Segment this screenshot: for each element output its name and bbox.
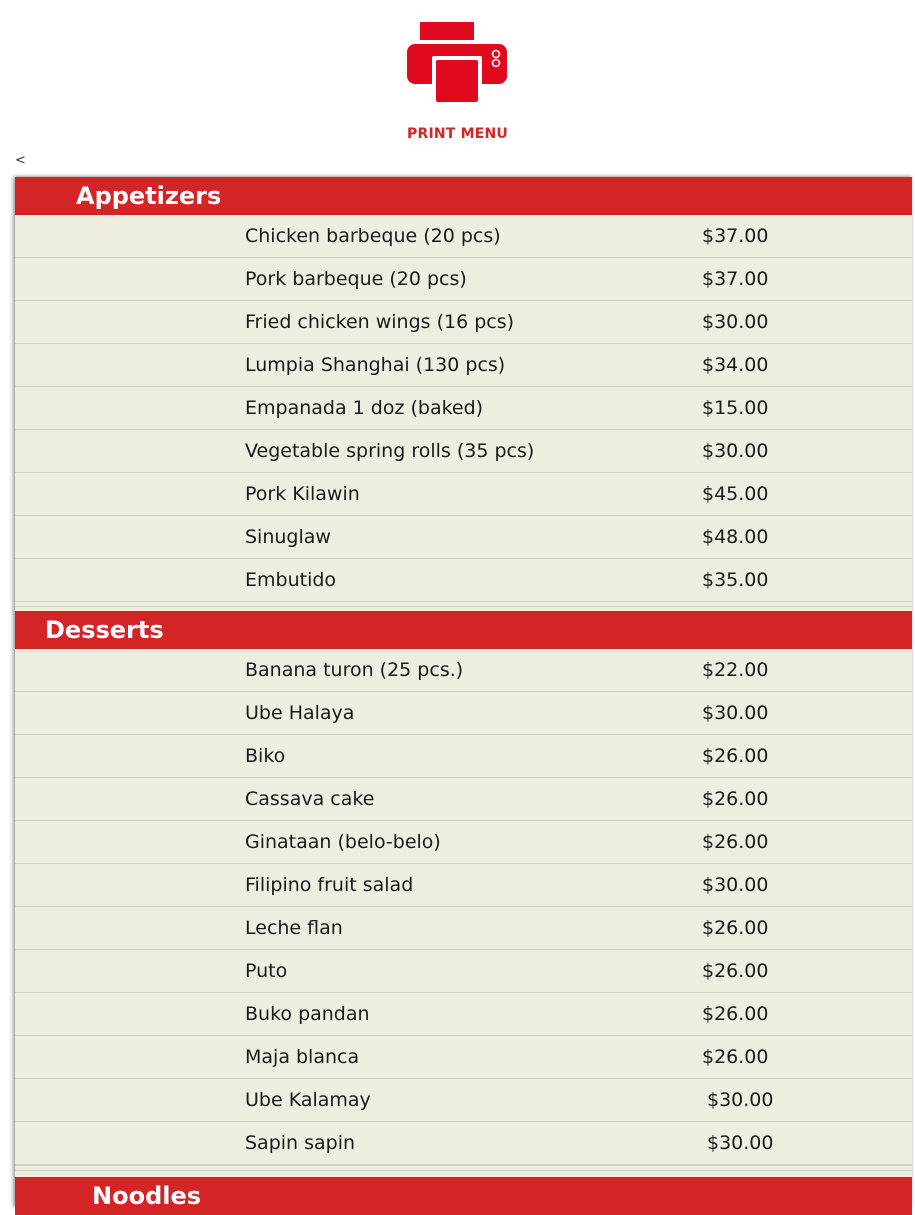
menu-item-price: $15.00 (702, 397, 769, 419)
menu-item-price: $48.00 (702, 526, 769, 548)
menu-item (15, 344, 912, 387)
menu-item (15, 1079, 912, 1122)
menu-item (15, 215, 912, 258)
section-title: Appetizers (76, 182, 222, 210)
menu-item-name: Buko pandan (245, 1003, 370, 1025)
menu-item (15, 649, 912, 692)
menu-item (15, 993, 912, 1036)
menu-item-name: Leche flan (245, 917, 343, 939)
menu-item (15, 907, 912, 950)
menu-item-price: $26.00 (702, 917, 769, 939)
menu-item-price: $45.00 (702, 483, 769, 505)
menu-item-name: Empanada 1 doz (baked) (245, 397, 484, 419)
menu-item (15, 1036, 912, 1079)
menu-item-price: $26.00 (702, 745, 769, 767)
section-title: Desserts (45, 616, 164, 644)
menu-item-name: Pork Kilawin (245, 483, 360, 505)
menu-item-name: Pork barbeque (20 pcs) (245, 268, 467, 290)
menu-item (15, 258, 912, 301)
menu-item-name: Sapin sapin (245, 1132, 356, 1154)
menu-item-price: $30.00 (707, 1089, 774, 1111)
menu-item (15, 778, 912, 821)
menu-item-price: $22.00 (702, 659, 769, 681)
menu-item (15, 864, 912, 907)
section-divider (15, 601, 912, 607)
menu-item-price: $30.00 (702, 874, 769, 896)
menu-item-name: Maja blanca (245, 1046, 360, 1068)
menu-item-price: $30.00 (702, 702, 769, 724)
menu-item (15, 473, 912, 516)
menu-item-name: Biko (245, 745, 286, 767)
menu-item-price: $26.00 (702, 960, 769, 982)
menu-item-name: Vegetable spring rolls (35 pcs) (245, 440, 535, 462)
menu-item (15, 821, 912, 864)
menu-item-price: $26.00 (702, 788, 769, 810)
menu-item-name: Sinuglaw (245, 526, 331, 548)
menu-item (15, 735, 912, 778)
printer-icon[interactable] (407, 22, 507, 102)
back-arrow-button[interactable]: < (15, 153, 26, 168)
print-menu-link[interactable]: PRINT MENU (407, 126, 508, 142)
menu-item (15, 692, 912, 735)
menu-item (15, 516, 912, 559)
menu-item-name: Ginataan (belo-belo) (245, 831, 441, 853)
menu-item-name: Fried chicken wings (16 pcs) (245, 311, 515, 333)
menu-item (15, 950, 912, 993)
menu-item-name: Ube Kalamay (245, 1089, 371, 1111)
menu-item (15, 1122, 912, 1165)
menu-item-name: Lumpia Shanghai (130 pcs) (245, 354, 506, 376)
menu-item (15, 559, 912, 602)
menu-item-price: $26.00 (702, 1003, 769, 1025)
menu-item (15, 430, 912, 473)
menu-item-price: $34.00 (702, 354, 769, 376)
menu-item-price: $30.00 (702, 440, 769, 462)
menu-item-name: Filipino fruit salad (245, 874, 414, 896)
print-menu-area (0, 0, 915, 168)
menu-item-price: $26.00 (702, 1046, 769, 1068)
menu-panel (15, 177, 912, 1210)
menu-item (15, 301, 912, 344)
section-header-appetizers (15, 177, 912, 215)
menu-item-name: Chicken barbeque (20 pcs) (245, 225, 501, 247)
menu-item-price: $26.00 (702, 831, 769, 853)
menu-item-price: $35.00 (702, 569, 769, 591)
menu-item-name: Cassava cake (245, 788, 375, 810)
section-header-desserts (15, 611, 912, 649)
menu-item (15, 387, 912, 430)
menu-item-price: $37.00 (702, 225, 769, 247)
menu-item-price: $37.00 (702, 268, 769, 290)
menu-item-price: $30.00 (702, 311, 769, 333)
menu-item-name: Puto (245, 960, 288, 982)
menu-item-price: $30.00 (707, 1132, 774, 1154)
menu-item-name: Banana turon (25 pcs.) (245, 659, 464, 681)
section-title: Noodles (92, 1182, 202, 1210)
menu-item-name: Embutido (245, 569, 337, 591)
menu-item-name: Ube Halaya (245, 702, 355, 724)
section-header-noodles (15, 1177, 912, 1215)
section-divider (15, 1165, 912, 1171)
